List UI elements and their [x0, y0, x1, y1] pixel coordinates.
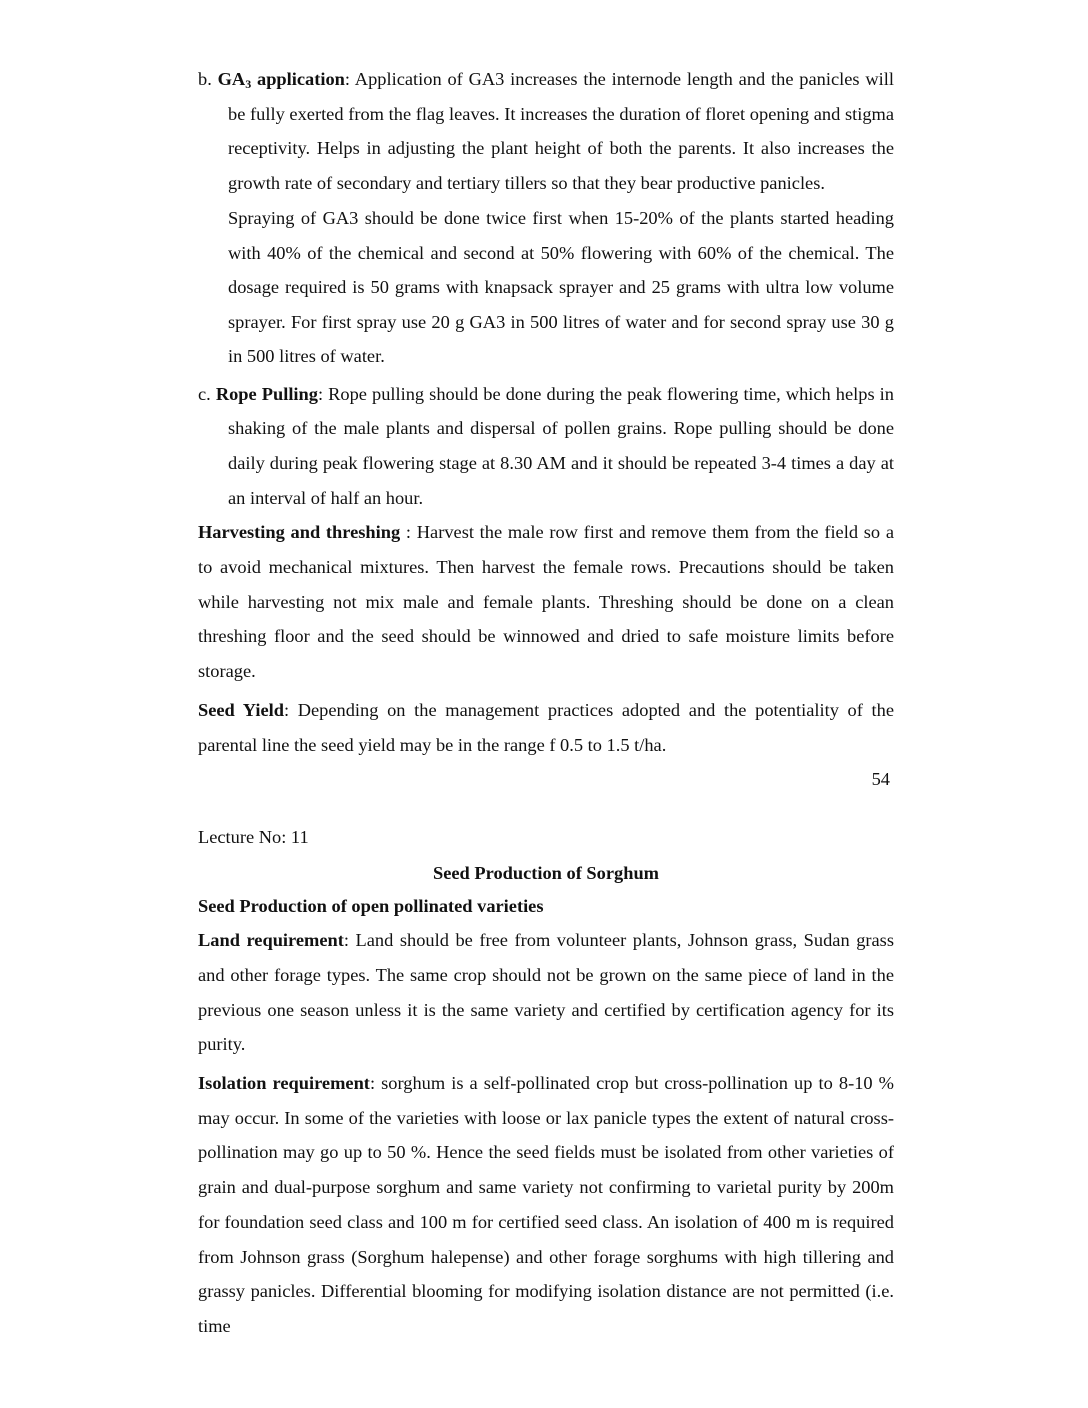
- section-heading: Seed Production of open pollinated varieties: [198, 896, 544, 917]
- term-rope-pulling: Rope Pulling: [215, 383, 318, 404]
- lecture-number: Lecture No: 11: [198, 827, 309, 848]
- paragraph-ga3-application: [198, 62, 894, 200]
- term-harvesting: Harvesting and threshing: [198, 522, 401, 543]
- ga3-description: : Application of GA3 increases the internode length and the panicles will be fully exerted from the flag leaves. It increases the duration of floret opening and stigma receptivity. Helps in adjusting the plant height of both the parents. It also increases the growth rate of secondary and tertiary tillers so that they bear productive panicles.: [228, 69, 894, 193]
- page-title: Seed Production of Sorghum: [433, 863, 659, 884]
- paragraph-land-requirement: [198, 923, 894, 1062]
- term-seed-yield: Seed Yield: [198, 699, 284, 720]
- harvesting-description: : Harvest the male row first and remove them from the field so a to avoid mechanical mixtures. Then harvest the female rows. Precautions should be taken while harvesting not mix male and female plants. Threshing should be done on a clean threshing floor and the seed should be winnowed and dried to safe moisture limits before storage.: [198, 522, 894, 682]
- land-requirement-description: : Land should be free from volunteer plants, Johnson grass, Sudan grass and other forage types. The same crop should not be grown on the same piece of land in the previous one season unless it is the same variety and certified by certification agency for its purity.: [198, 930, 894, 1055]
- item-label-c: c.: [198, 383, 211, 404]
- seed-yield-description: : Depending on the management practices adopted and the potentiality of the parental line the seed yield may be in the range f 0.5 to 1.5 t/ha.: [198, 699, 894, 755]
- paragraph-rope-pulling: [198, 377, 894, 516]
- term-isolation-requirement: Isolation requirement: [198, 1073, 370, 1094]
- document-page: [198, 62, 894, 1344]
- rope-pulling-description: : Rope pulling should be done during the peak flowering time, which helps in shaking of the male plants and dispersal of pollen grains. Rope pulling should be done daily during peak flowering stage at 8.30 AM and it should be repeated 3-4 times a day at an interval of half an hour.: [228, 383, 894, 508]
- paragraph-ga3-spraying: Spraying of GA3 should be done twice first when 15-20% of the plants started heading with 40% of the chemical and second at 50% flowering with 60% of the chemical. The dosage required is 50 grams with knapsack sprayer and 25 grams with ultra low volume sprayer. For first spray use 20 g GA3 in 500 litres of water and for second spray use 30 g in 500 litres of water.: [228, 208, 894, 366]
- isolation-requirement-description: : sorghum is a self-pollinated crop but cross-pollination up to 8-10 % may occur. In some of the varieties with loose or lax panicle types the extent of natural cross-pollination may go up to 50 %. Hence the seed fields must be isolated from other varieties of grain and dual-purpose sorghum and same variety not confirming to varietal purity by 200m for foundation seed class and 100 m for certified seed class. An isolation of 400 m is required from Johnson grass (Sorghum halepense) and other forage sorghums with high tillering and grassy panicles. Differential blooming for modifying isolation distance are not permitted (i.e. time: [198, 1073, 894, 1336]
- term-ga3-application: $GA_3$ application: [217, 69, 345, 91]
- paragraph-seed-yield: [198, 693, 894, 762]
- item-label-b: b.: [198, 69, 212, 89]
- paragraph-harvesting: [198, 515, 894, 689]
- term-land-requirement: Land requirement: [198, 930, 344, 951]
- page-number: 54: [871, 769, 890, 790]
- paragraph-isolation-requirement: [198, 1066, 894, 1344]
